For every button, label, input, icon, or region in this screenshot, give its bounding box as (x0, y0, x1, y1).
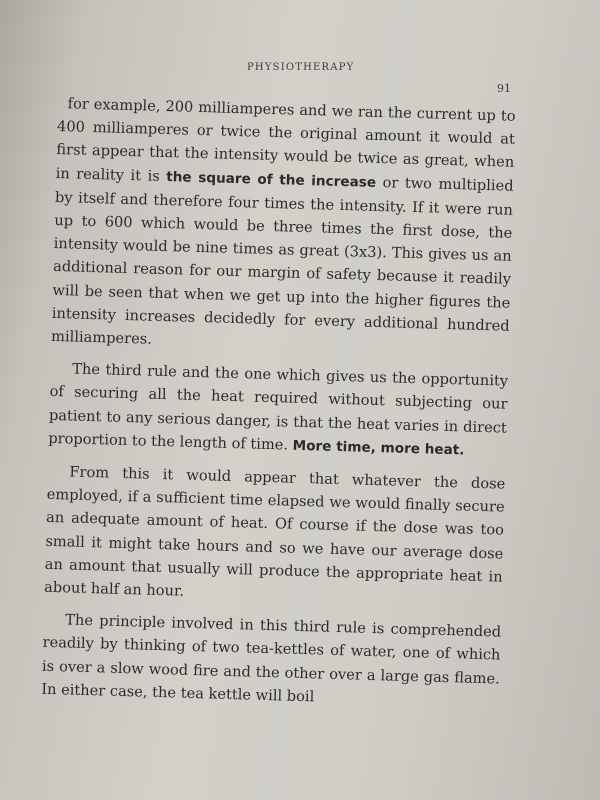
body-text (41, 92, 516, 723)
paragraph-1-text-b: or two multiplied by itself and therefore four times the intensity. If it were run up to 600 which would be three times the first dose, the intensity would be nine times as great (3x3). This gives us an additional reason for our margin of safety because it readily will be seen that when we get up into the higher figures the intensity increases decidedly for every additional hundred milliamperes. (50, 173, 514, 348)
paragraph-3 (44, 460, 506, 612)
paragraph-4 (41, 608, 501, 714)
paragraph-4-text: The principle involved in this third rule is comprehended readily by thinking of two tea-kettles of water, one of which is over a slow wood fire and the other over a large gas flame. In either case, the tea kettle will boil (41, 611, 502, 706)
page-number: 91 (497, 82, 511, 95)
paragraph-2-text: The third rule and the one which gives us the opportunity of securing all the heat required without subjecting our patient to any serious danger, is that the heat varies in direct proportion to the length of time. (48, 360, 509, 454)
paragraph-2 (48, 357, 508, 464)
paragraph-3-text: From this it would appear that whatever the dose employed, if a sufficient time elapsed we would finally secure an adequate amount of heat. Of course if the dose was too small it might take hours and so we have our average dose an amount that usually will produce the appropriate heat in about half an hour. (43, 463, 506, 600)
paragraph-2-bold: More time, more heat. (292, 437, 465, 459)
paragraph-1-text-a: for example, 200 milliamperes and we ran the current up to 400 milliamperes or twice the original amount it would at first appear that the intensity would be twice as great, when in reality it is (55, 95, 516, 185)
paragraph-1-bold: the square of the increase (166, 168, 377, 191)
paragraph-1 (51, 92, 516, 361)
running-head: PHYSIOTHERAPY (247, 62, 355, 73)
